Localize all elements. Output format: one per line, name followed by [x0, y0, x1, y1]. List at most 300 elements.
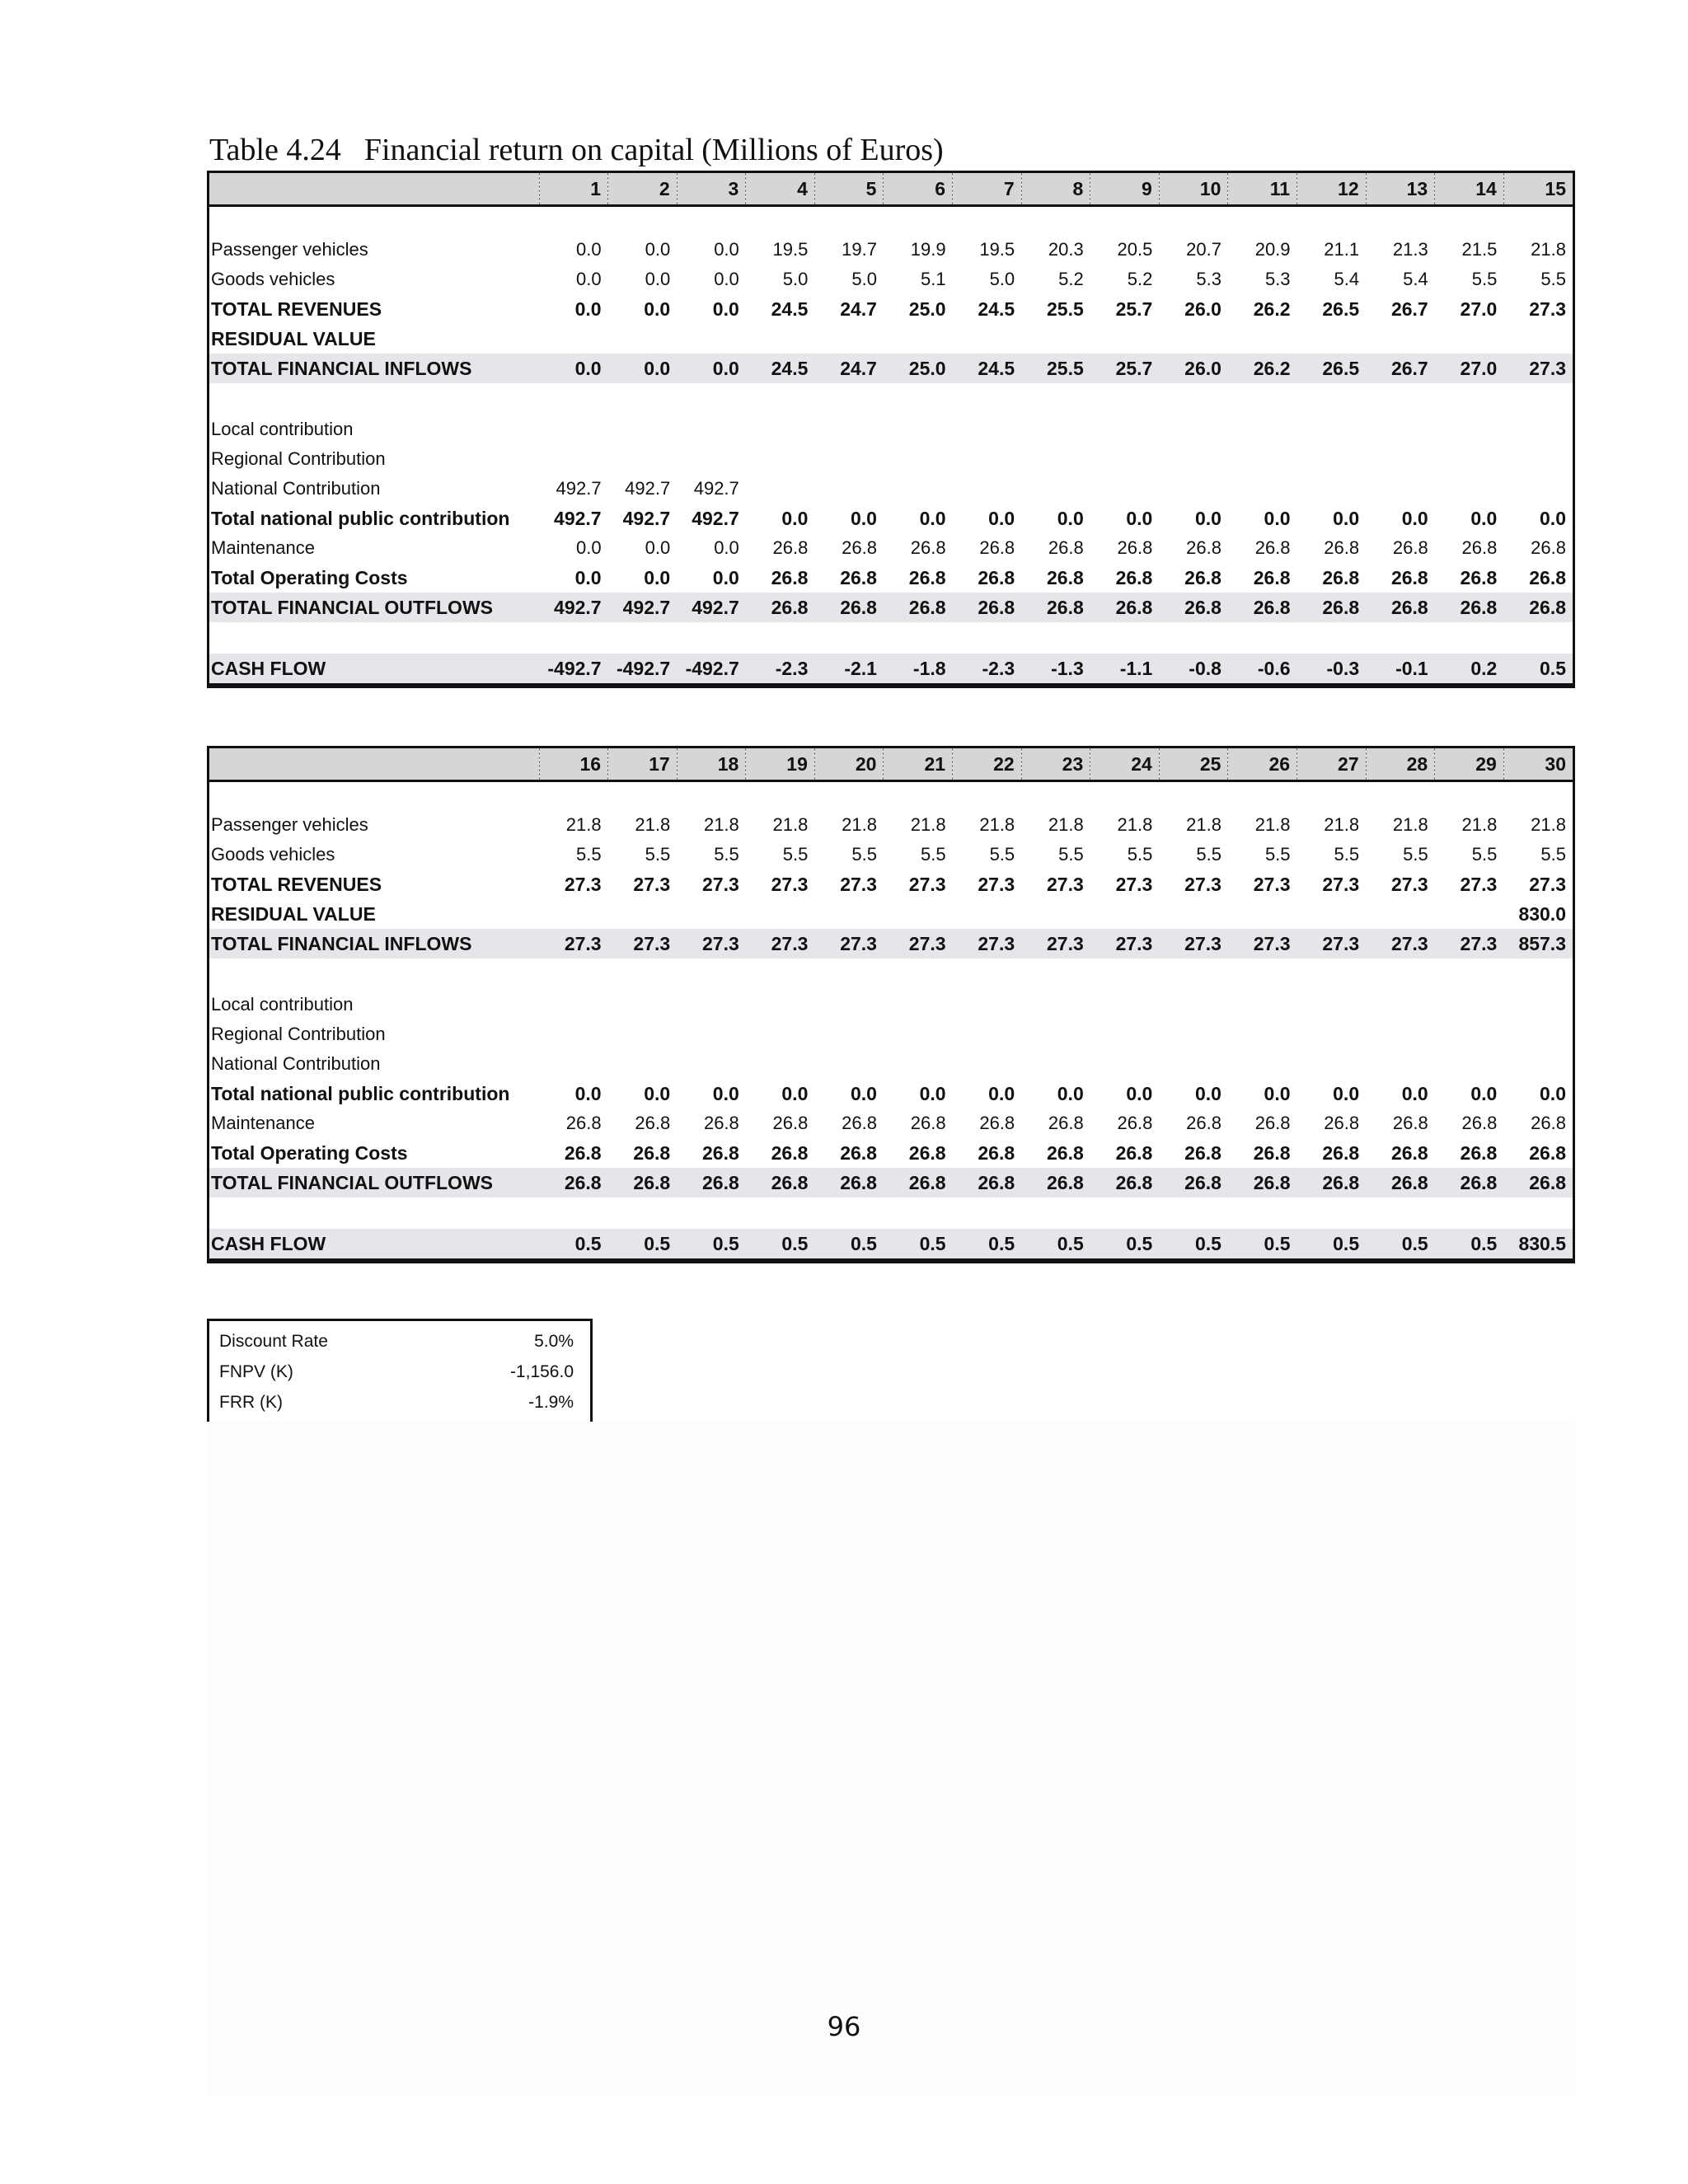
table-row	[209, 593, 1573, 622]
value-cell: 27.3	[771, 873, 809, 895]
value-cell	[1503, 1019, 1573, 1049]
value-cell: 5.2	[1127, 269, 1153, 289]
value-cell: 5.5	[1540, 844, 1566, 865]
value-cell: 19.9	[910, 239, 946, 260]
value-cell: 27.3	[1390, 873, 1428, 895]
value-cell: 0.0	[850, 1082, 877, 1104]
value-cell: 26.0	[1159, 354, 1228, 383]
value-cell: 21.8	[1461, 814, 1498, 835]
value-cell: 0.0	[1540, 507, 1566, 529]
value-cell: 26.8	[1324, 537, 1360, 558]
value-cell: 0.0	[1470, 1082, 1498, 1104]
year-header-cell: 13	[1366, 173, 1435, 206]
value-cell: 21.3	[1392, 239, 1428, 260]
row-label: CASH FLOW	[209, 654, 539, 685]
value-cell: 26.8	[979, 1113, 1015, 1133]
value-cell: 5.3	[1196, 269, 1221, 289]
table-row	[209, 1108, 1573, 1138]
year-header-cell: 16	[539, 748, 608, 781]
value-cell	[746, 990, 815, 1019]
value-cell: 21.8	[1531, 814, 1566, 835]
value-cell: 0.0	[1401, 1082, 1428, 1104]
value-cell: 26.8	[1392, 1113, 1428, 1133]
value-cell: 5.5	[1334, 844, 1360, 865]
value-cell: 26.8	[1435, 1168, 1504, 1197]
year-header-cell: 12	[1297, 173, 1367, 206]
value-cell: 26.8	[910, 537, 946, 558]
table-row	[209, 444, 1573, 474]
value-cell: 27.3	[1046, 873, 1084, 895]
value-cell: 0.0	[714, 239, 739, 260]
value-cell	[814, 324, 884, 354]
value-cell	[1159, 474, 1228, 504]
table-number: Table 4.24	[209, 133, 341, 167]
value-cell	[884, 415, 953, 444]
value-cell	[677, 1049, 746, 1079]
value-cell: 25.5	[1021, 354, 1090, 383]
value-cell: 0.0	[1333, 507, 1360, 529]
value-cell	[746, 1019, 815, 1049]
value-cell	[608, 990, 678, 1019]
value-cell: 26.8	[539, 1168, 608, 1197]
value-cell: -2.3	[953, 654, 1022, 685]
summary-label: Discount Rate	[219, 1331, 328, 1351]
row-label: Maintenance	[211, 537, 315, 558]
value-cell: 26.8	[910, 1113, 946, 1133]
year-header-cell: 6	[884, 173, 953, 206]
value-cell: 5.2	[1058, 269, 1084, 289]
table-row	[209, 840, 1573, 869]
row-label: Total national public contribution	[211, 1082, 510, 1104]
value-cell: 26.8	[1366, 593, 1435, 622]
value-cell: 26.8	[1184, 1141, 1221, 1164]
value-cell	[1366, 415, 1435, 444]
value-cell	[746, 1049, 815, 1079]
value-cell: 0.0	[714, 537, 739, 558]
value-cell: 27.3	[1366, 929, 1435, 958]
value-cell: 26.8	[1503, 1168, 1573, 1197]
row-label: Regional Contribution	[211, 448, 386, 469]
value-cell: 26.0	[1184, 298, 1221, 320]
value-cell: 26.8	[633, 1141, 671, 1164]
table-row	[209, 324, 1573, 354]
value-cell	[608, 444, 678, 474]
value-cell	[746, 474, 815, 504]
value-cell: 492.7	[625, 478, 671, 499]
value-cell: 0.0	[644, 298, 671, 320]
row-label: TOTAL FINANCIAL OUTFLOWS	[209, 593, 539, 622]
value-cell: 26.8	[1529, 566, 1566, 588]
value-cell: 5.5	[1471, 269, 1498, 289]
value-cell	[814, 444, 884, 474]
value-cell: 0.0	[574, 566, 602, 588]
year-header-cell: 26	[1228, 748, 1297, 781]
value-cell: 5.5	[1058, 844, 1084, 865]
year-header-cell: 30	[1503, 748, 1573, 781]
value-cell	[1297, 474, 1367, 504]
value-cell: 19.5	[772, 239, 809, 260]
value-cell: 26.8	[1254, 537, 1291, 558]
value-cell: 26.7	[1390, 298, 1428, 320]
value-cell	[539, 990, 608, 1019]
value-cell	[1435, 474, 1504, 504]
value-cell	[1366, 1019, 1435, 1049]
value-cell	[608, 1049, 678, 1079]
row-label: RESIDUAL VALUE	[211, 902, 376, 925]
value-cell: 26.8	[1186, 537, 1221, 558]
value-cell: 0.0	[1194, 507, 1221, 529]
value-cell: 27.3	[1529, 298, 1566, 320]
value-cell: 27.3	[633, 873, 671, 895]
value-cell: 0.5	[1503, 654, 1573, 685]
value-cell: 26.8	[1297, 1168, 1367, 1197]
value-cell: 0.0	[574, 298, 602, 320]
table-row	[209, 504, 1573, 533]
value-cell	[1297, 444, 1367, 474]
value-cell	[1159, 899, 1228, 929]
value-cell	[1297, 324, 1367, 354]
value-cell: 5.5	[576, 844, 602, 865]
table-row	[209, 1168, 1573, 1197]
value-cell: 26.8	[564, 1141, 602, 1164]
value-cell: 20.3	[1048, 239, 1084, 260]
value-cell	[814, 990, 884, 1019]
year-header-cell: 4	[746, 173, 815, 206]
value-cell: 26.8	[703, 1113, 739, 1133]
row-label: Goods vehicles	[211, 269, 335, 289]
value-cell: 26.2	[1228, 354, 1297, 383]
value-cell	[884, 474, 953, 504]
table-row	[209, 929, 1573, 958]
value-cell	[1435, 1049, 1504, 1079]
value-cell	[746, 899, 815, 929]
value-cell: 26.8	[842, 1113, 877, 1133]
value-cell: 492.7	[677, 593, 746, 622]
value-cell: 26.8	[1392, 537, 1428, 558]
value-cell: 26.8	[1460, 566, 1498, 588]
value-cell: 26.8	[1159, 593, 1228, 622]
value-cell: 0.5	[1297, 1229, 1367, 1260]
financial-table-years-16-30	[207, 746, 1575, 1263]
value-cell	[1159, 444, 1228, 474]
value-cell: 27.3	[1090, 929, 1160, 958]
year-header-cell: 24	[1090, 748, 1160, 781]
value-cell: 27.3	[840, 873, 877, 895]
value-cell: 0.5	[814, 1229, 884, 1260]
table-row	[209, 990, 1573, 1019]
value-cell: 0.2	[1435, 654, 1504, 685]
value-cell	[1366, 474, 1435, 504]
value-cell: 24.7	[840, 298, 877, 320]
data-table	[209, 748, 1573, 1261]
value-cell: 21.8	[772, 814, 809, 835]
value-cell: 0.5	[539, 1229, 608, 1260]
value-cell	[1228, 990, 1297, 1019]
value-cell	[677, 1019, 746, 1049]
value-cell: 27.3	[746, 929, 815, 958]
value-cell: 26.8	[1048, 1113, 1084, 1133]
value-cell: 0.0	[1057, 1082, 1084, 1104]
value-cell: 21.8	[1531, 239, 1566, 260]
value-cell: 25.7	[1115, 298, 1153, 320]
value-cell	[1159, 324, 1228, 354]
year-header-cell: 28	[1366, 748, 1435, 781]
value-cell: 0.0	[574, 1082, 602, 1104]
value-cell	[1435, 990, 1504, 1019]
row-label: Local contribution	[211, 419, 354, 439]
table-row	[209, 869, 1573, 899]
value-cell: 0.5	[608, 1229, 678, 1260]
value-cell	[953, 1049, 1022, 1079]
value-cell: 27.3	[1322, 873, 1360, 895]
value-cell: 26.8	[1435, 593, 1504, 622]
value-cell: 5.5	[1540, 269, 1566, 289]
value-cell: 26.8	[814, 1168, 884, 1197]
row-label: CASH FLOW	[209, 1229, 539, 1260]
value-cell: 26.8	[1117, 1113, 1153, 1133]
value-cell: 0.0	[576, 269, 602, 289]
value-cell: 27.3	[1159, 929, 1228, 958]
value-cell: 26.8	[1186, 1113, 1221, 1133]
value-cell: 27.3	[1184, 873, 1221, 895]
year-header-cell: 27	[1297, 748, 1367, 781]
value-cell: 26.8	[884, 593, 953, 622]
value-cell	[1090, 1049, 1160, 1079]
spacer-row	[209, 206, 1573, 236]
row-label: TOTAL FINANCIAL INFLOWS	[209, 354, 539, 383]
value-cell: 26.8	[1529, 1141, 1566, 1164]
value-cell: 0.0	[712, 566, 739, 588]
value-cell	[608, 324, 678, 354]
value-cell	[1503, 990, 1573, 1019]
value-cell: 26.7	[1366, 354, 1435, 383]
value-cell: 5.5	[1403, 844, 1428, 865]
value-cell: 0.0	[1194, 1082, 1221, 1104]
value-cell: 20.9	[1254, 239, 1291, 260]
table-row	[209, 1229, 1573, 1260]
spacer-cell	[209, 206, 1573, 236]
value-cell: 0.0	[644, 566, 671, 588]
row-label: Regional Contribution	[211, 1024, 386, 1044]
value-cell	[539, 415, 608, 444]
value-cell: 0.0	[645, 269, 671, 289]
value-cell	[539, 1049, 608, 1079]
value-cell: 26.8	[1021, 1168, 1090, 1197]
value-cell: 0.0	[1126, 1082, 1153, 1104]
value-cell: 24.7	[814, 354, 884, 383]
value-cell: 5.5	[851, 844, 877, 865]
value-cell: 26.8	[1324, 1113, 1360, 1133]
value-cell: 19.5	[979, 239, 1015, 260]
value-cell	[953, 1019, 1022, 1049]
value-cell	[539, 444, 608, 474]
year-header-cell: 25	[1159, 748, 1228, 781]
value-cell: 27.0	[1460, 298, 1498, 320]
value-cell: 26.8	[746, 593, 815, 622]
value-cell	[1503, 474, 1573, 504]
summary-box	[207, 1319, 593, 1425]
value-cell: 26.8	[1184, 566, 1221, 588]
spacer-row	[209, 958, 1573, 990]
value-cell: 0.0	[539, 354, 608, 383]
value-cell: 0.0	[712, 298, 739, 320]
value-cell: -0.6	[1228, 654, 1297, 685]
value-cell	[1435, 444, 1504, 474]
value-cell: 26.8	[1021, 593, 1090, 622]
value-cell: 24.5	[771, 298, 809, 320]
value-cell: 26.8	[746, 1168, 815, 1197]
value-cell: 0.0	[1401, 507, 1428, 529]
spacer-row	[209, 622, 1573, 654]
value-cell: 5.5	[989, 844, 1015, 865]
value-cell: 26.8	[884, 1168, 953, 1197]
value-cell	[814, 415, 884, 444]
value-cell: 21.1	[1324, 239, 1360, 260]
value-cell	[1090, 415, 1160, 444]
value-cell: 21.8	[979, 814, 1015, 835]
value-cell	[746, 444, 815, 474]
value-cell: -1.1	[1090, 654, 1160, 685]
value-cell: 21.8	[910, 814, 946, 835]
value-cell: 27.3	[1253, 873, 1291, 895]
year-header-cell: 10	[1159, 173, 1228, 206]
value-cell: 24.5	[978, 298, 1015, 320]
value-cell	[1090, 899, 1160, 929]
value-cell	[1297, 1019, 1367, 1049]
table-row	[209, 899, 1573, 929]
value-cell: 5.5	[1196, 844, 1221, 865]
value-cell: 26.8	[772, 537, 809, 558]
value-cell: 26.8	[1228, 1168, 1297, 1197]
table-row	[209, 1049, 1573, 1079]
value-cell: 0.0	[850, 507, 877, 529]
value-cell: 26.8	[702, 1141, 739, 1164]
year-header-cell: 29	[1435, 748, 1504, 781]
value-cell	[1090, 324, 1160, 354]
year-header-cell: 5	[814, 173, 884, 206]
value-cell	[1021, 990, 1090, 1019]
value-cell: 27.3	[814, 929, 884, 958]
value-cell: 26.8	[1254, 1113, 1291, 1133]
table-title: Financial return on capital (Millions of Euros)	[363, 133, 944, 167]
table-caption	[209, 132, 944, 168]
value-cell: 26.8	[1228, 593, 1297, 622]
value-cell: 21.5	[1461, 239, 1498, 260]
summary-value: 5.0%	[534, 1331, 574, 1351]
row-label: Total national public contribution	[211, 507, 510, 529]
table-row	[209, 654, 1573, 685]
value-cell: 26.8	[608, 1168, 678, 1197]
value-cell: 26.8	[771, 566, 809, 588]
value-cell: -2.1	[814, 654, 884, 685]
value-cell: 5.4	[1334, 269, 1360, 289]
year-header-cell: 18	[677, 748, 746, 781]
spacer-cell	[209, 383, 1573, 415]
value-cell: 26.8	[1253, 566, 1291, 588]
value-cell	[884, 444, 953, 474]
value-cell	[1228, 1049, 1297, 1079]
value-cell	[608, 899, 678, 929]
value-cell: 21.8	[1324, 814, 1360, 835]
value-cell: 0.0	[712, 1082, 739, 1104]
value-cell: -1.3	[1021, 654, 1090, 685]
value-cell	[1366, 1049, 1435, 1079]
value-cell: 0.0	[1540, 1082, 1566, 1104]
value-cell	[953, 990, 1022, 1019]
value-cell: 830.0	[1518, 902, 1566, 925]
value-cell: -1.8	[884, 654, 953, 685]
value-cell: 26.8	[814, 593, 884, 622]
value-cell	[1366, 324, 1435, 354]
table-row	[209, 1138, 1573, 1168]
row-label: Local contribution	[211, 994, 354, 1015]
value-cell: 26.8	[772, 1113, 809, 1133]
value-cell	[1228, 1019, 1297, 1049]
value-cell	[746, 415, 815, 444]
value-cell: 0.0	[988, 507, 1015, 529]
spacer-row	[209, 781, 1573, 811]
row-label: Maintenance	[211, 1113, 315, 1133]
value-cell: 5.0	[851, 269, 877, 289]
value-cell: 26.8	[1090, 593, 1160, 622]
value-cell: 26.8	[908, 566, 946, 588]
value-cell: 26.8	[1046, 566, 1084, 588]
value-cell	[1090, 474, 1160, 504]
value-cell: 27.0	[1435, 354, 1504, 383]
value-cell	[814, 1019, 884, 1049]
value-cell	[1159, 1019, 1228, 1049]
value-cell: 26.8	[1461, 1113, 1498, 1133]
value-cell: 21.8	[1186, 814, 1221, 835]
value-cell: 27.3	[1529, 873, 1566, 895]
value-cell: 27.3	[1460, 873, 1498, 895]
year-header-cell: 17	[608, 748, 678, 781]
value-cell: 21.8	[842, 814, 877, 835]
value-cell: 21.8	[635, 814, 671, 835]
value-cell: 26.8	[1117, 537, 1153, 558]
value-cell: 0.5	[1090, 1229, 1160, 1260]
value-cell: 5.4	[1403, 269, 1428, 289]
row-label: Goods vehicles	[211, 844, 335, 865]
value-cell: 0.0	[919, 507, 946, 529]
value-cell: 5.0	[989, 269, 1015, 289]
value-cell: 26.5	[1322, 298, 1360, 320]
value-cell: 26.8	[978, 566, 1015, 588]
value-cell: 21.8	[703, 814, 739, 835]
value-cell: 24.5	[953, 354, 1022, 383]
value-cell: 27.3	[908, 873, 946, 895]
value-cell: 27.3	[1435, 929, 1504, 958]
value-cell: 27.3	[702, 873, 739, 895]
value-cell: 0.0	[644, 1082, 671, 1104]
value-cell: 492.7	[692, 507, 739, 529]
table-row	[209, 533, 1573, 563]
header-corner-cell	[209, 748, 539, 781]
value-cell: 21.8	[1392, 814, 1428, 835]
value-cell: 26.8	[842, 537, 877, 558]
value-cell	[1435, 324, 1504, 354]
value-cell	[1021, 1019, 1090, 1049]
year-header-cell: 21	[884, 748, 953, 781]
value-cell: -492.7	[677, 654, 746, 685]
year-header-cell: 15	[1503, 173, 1573, 206]
value-cell: 26.8	[1115, 566, 1153, 588]
value-cell: 492.7	[622, 507, 671, 529]
value-cell: 21.8	[1254, 814, 1291, 835]
value-cell	[1297, 990, 1367, 1019]
year-header-cell: 7	[953, 173, 1022, 206]
value-cell	[1228, 324, 1297, 354]
